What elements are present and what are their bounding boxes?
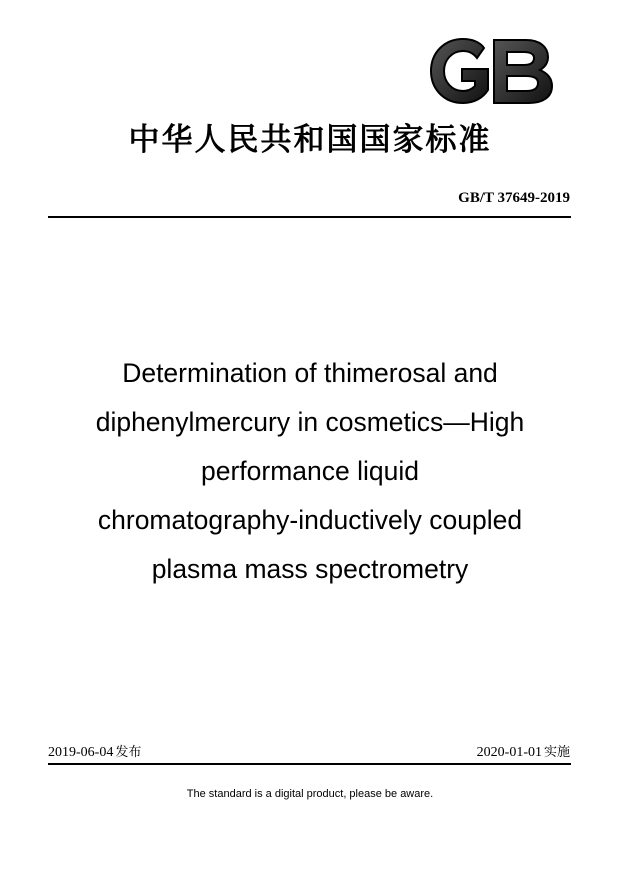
org-title: 中华人民共和国国家标准 [128,122,492,158]
title-line: diphenylmercury in cosmetics—High [95,407,525,437]
implemented-date-row [477,741,570,761]
issued-label: 发布 [115,745,142,760]
document-title [40,349,580,594]
bottom-divider [48,763,571,765]
title-line: performance liquid [200,456,419,486]
top-divider [48,216,571,218]
implemented-date: 2020-01-01 [476,745,542,760]
standard-number: GB/T 37649-2019 [458,190,570,206]
issued-date: 2019-06-04 [48,745,114,760]
digital-product-notice: The standard is a digital product, please be aware. [186,788,434,800]
issued-date-row [48,741,141,761]
title-line: plasma mass spectrometry [151,554,469,584]
title-line: chromatography-inductively coupled [97,505,523,535]
title-line: Determination of thimerosal and [122,358,498,388]
gb-standard-logo-icon [428,36,556,106]
implemented-label: 实施 [543,745,570,760]
